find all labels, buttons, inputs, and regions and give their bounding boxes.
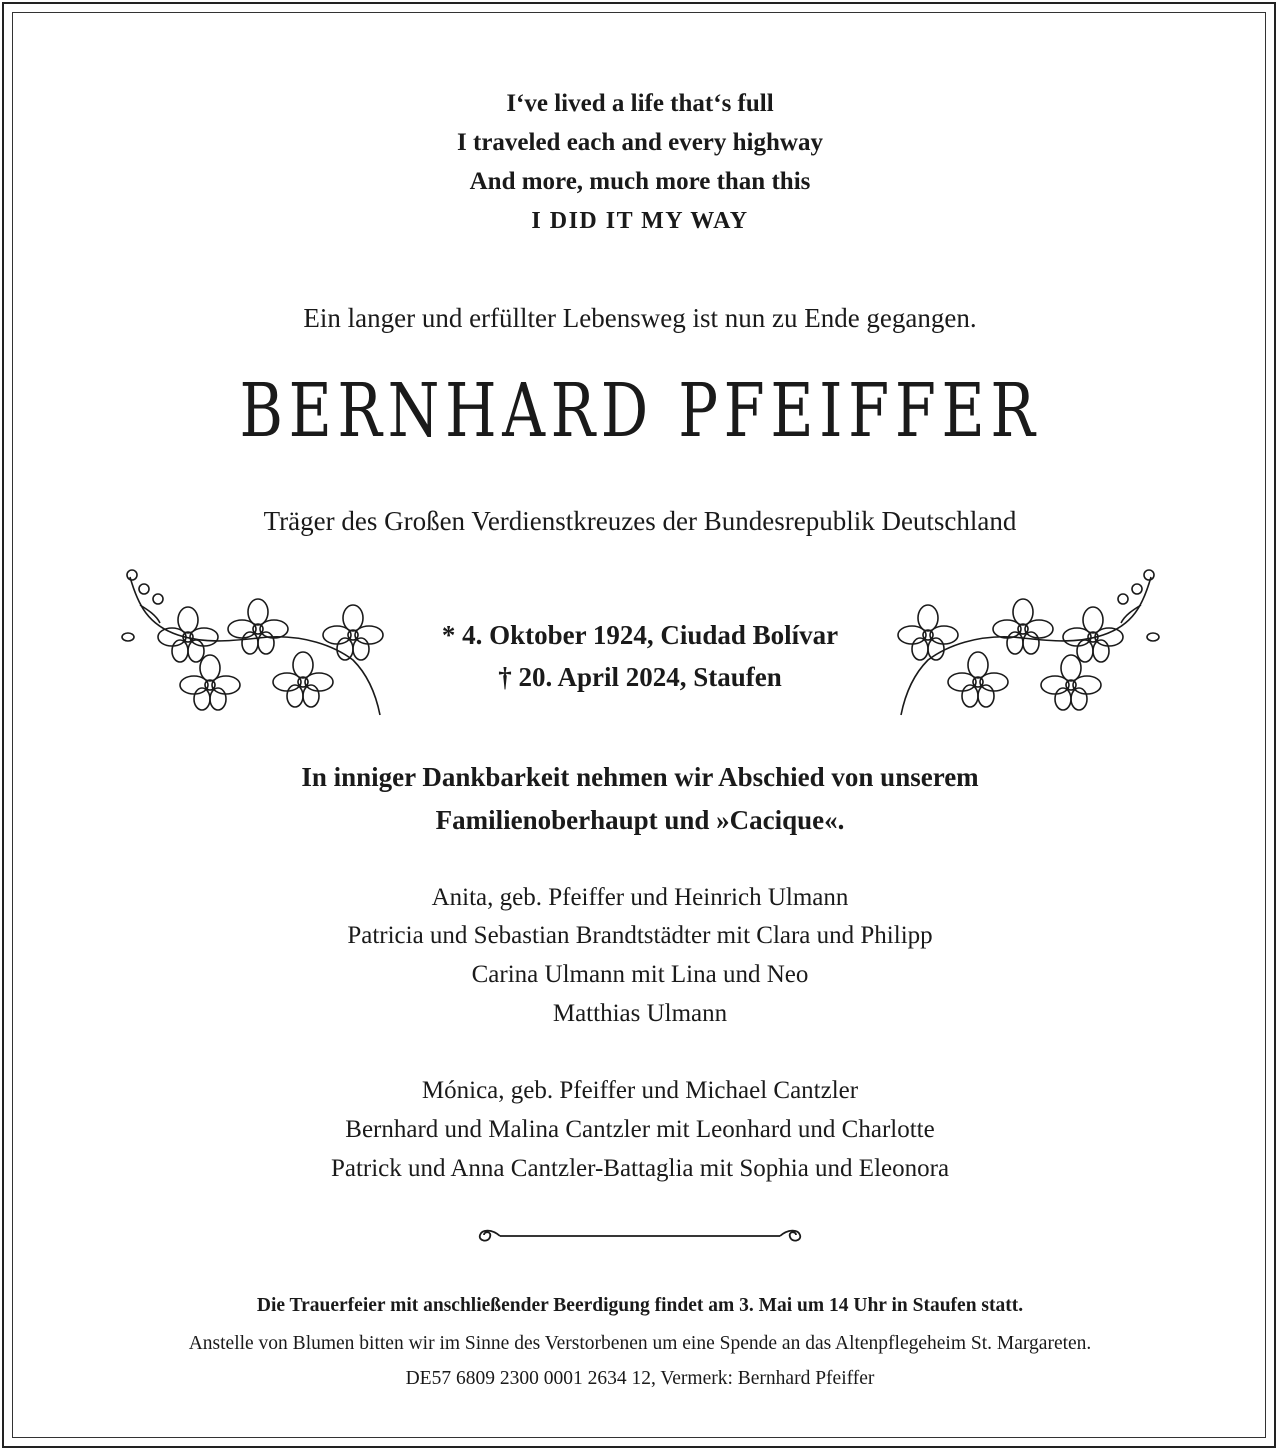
- birth-date: * 4. Oktober 1924, Ciudad Bolívar: [441, 620, 839, 650]
- family-member: Patrick und Anna Cantzler-Battaglia mit Sophia und Eleonora: [330, 1155, 950, 1182]
- honor-text: Träger des Großen Verdienstkreuzes der Bundesrepublik Deutschland: [263, 506, 1017, 536]
- poem-line-2: I traveled each and every highway: [457, 129, 823, 156]
- flourish-divider-icon: [474, 1225, 806, 1247]
- death-date: † 20. April 2024, Staufen: [498, 662, 782, 692]
- family-member: Patricia und Sebastian Brandtstädter mit Clara und Philipp: [347, 922, 933, 949]
- orchid-right-icon: [893, 565, 1163, 720]
- donation-info: Anstelle von Blumen bitten wir im Sinne des Verstorbenen um eine Spende an das Altenpflegeheim St. Margareten.: [188, 1333, 1092, 1354]
- farewell-line-1: In inniger Dankbarkeit nehmen wir Abschied von unserem: [301, 762, 979, 792]
- poem-line-3: And more, much more than this: [469, 168, 811, 195]
- intro-text: Ein langer und erfüllter Lebensweg ist nun zu Ende gegangen.: [303, 303, 977, 333]
- poem-line-4: I DID IT MY WAY: [531, 208, 749, 234]
- family-member: Bernhard und Malina Cantzler mit Leonhard und Charlotte: [345, 1116, 935, 1143]
- service-info: Die Trauerfeier mit anschließender Beerdigung findet am 3. Mai um 14 Uhr in Staufen statt.: [256, 1295, 1024, 1316]
- family-member: Matthias Ulmann: [552, 1000, 728, 1027]
- family-member: Mónica, geb. Pfeiffer und Michael Cantzler: [421, 1077, 859, 1104]
- poem-line-1: I‘ve lived a life that‘s full: [506, 90, 774, 117]
- family-member: Anita, geb. Pfeiffer und Heinrich Ulmann: [431, 884, 849, 911]
- bank-info: DE57 6809 2300 0001 2634 12, Vermerk: Bernhard Pfeiffer: [405, 1368, 875, 1389]
- family-member: Carina Ulmann mit Lina und Neo: [471, 961, 809, 988]
- deceased-name: BERNHARD PFEIFFER: [239, 368, 1041, 454]
- farewell-line-2: Familienoberhaupt und »Cacique«.: [435, 805, 845, 835]
